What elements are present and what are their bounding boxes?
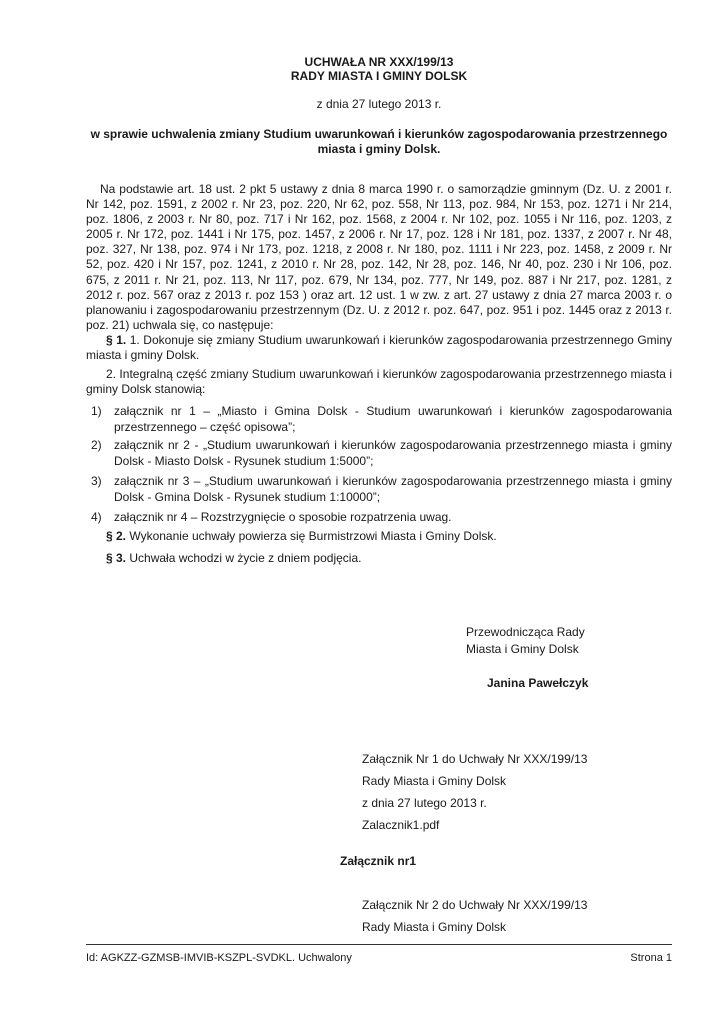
list-item <box>86 473 672 505</box>
title-line-2: RADY MIASTA I GMINY DOLSK <box>290 69 468 83</box>
list-item-number: 2) <box>91 438 102 452</box>
section-3 <box>86 551 672 566</box>
section-2-label: § 2. <box>106 529 127 543</box>
list-item <box>86 509 672 525</box>
list-item-text: załącznik nr 1 – „Miasto i Gmina Dolsk - Studium uwarunkowań i kierunków zagospodarowania przestrzennego – część opisowa”; <box>114 404 672 434</box>
document-date: z dnia 27 lutego 2013 r. <box>316 97 442 111</box>
section-1-paragraph-2: 2. Integralną część zmiany Studium uwarunkowań i kierunków zagospodarowania przestrzennego miasta i gminy Dolsk stanowią: <box>86 367 672 397</box>
document-subject <box>86 127 672 157</box>
subject-line-2: miasta i gminy Dolsk. <box>317 142 441 156</box>
subject-line-1: w sprawie uchwalenia zmiany Studium uwarunkowań i kierunków zagospodarowania przestrzennego <box>90 127 668 141</box>
attachment-2-line-2: Rady Miasta i Gminy Dolsk <box>362 920 507 934</box>
list-item-number: 1) <box>91 404 102 418</box>
signature-role-line-1: Przewodnicząca Rady <box>466 625 585 639</box>
footer-document-id: Id: AGKZZ-GZMSB-IMVIB-KSZPL-SVDKL. Uchwalony <box>86 952 352 964</box>
footer-page-number: Strona 1 <box>630 952 672 964</box>
signature-role <box>466 624 666 658</box>
signature-role-line-2: Miasta i Gminy Dolsk <box>466 642 579 656</box>
attachment-1-line-1: Załącznik Nr 1 do Uchwały Nr XXX/199/13 <box>362 752 588 766</box>
section-2 <box>86 529 672 544</box>
attachment-1-line-2: Rady Miasta i Gminy Dolsk <box>362 774 507 788</box>
list-item <box>86 403 672 435</box>
signature-name: Janina Pawełczyk <box>487 676 589 690</box>
attachment-1-file-link[interactable]: Zalacznik1.pdf <box>362 818 440 832</box>
section-3-text: Uchwała wchodzi w życie z dniem podjęcia. <box>129 551 362 565</box>
list-item-text: załącznik nr 4 – Rozstrzygnięcie o sposobie rozpatrzenia uwag. <box>114 510 452 524</box>
attachment-1-heading: Załącznik nr1 <box>340 854 417 868</box>
list-item <box>86 437 672 469</box>
list-item-text: załącznik nr 3 – „Studium uwarunkowań i kierunków zagospodarowania przestrzennego miasta i gminy Dolsk - Gmina Dolsk - Rysunek studium 1:10000”; <box>114 474 672 504</box>
section-1-text: 1. Dokonuje się zmiany Studium uwarunkowań i kierunków zagospodarowania przestrzennego Gminy miasta i gminy Dolsk. <box>86 333 672 363</box>
footer-divider <box>86 944 672 945</box>
attachment-1-date: z dnia 27 lutego 2013 r. <box>362 796 487 810</box>
document-title <box>86 55 672 83</box>
section-2-text: Wykonanie uchwały powierza się Burmistrzowi Miasta i Gminy Dolsk. <box>129 529 497 543</box>
list-item-text: załącznik nr 2 - „Studium uwarunkowań i kierunków zagospodarowania przestrzennego miasta i gminy Dolsk - Miasto Dolsk - Rysunek studium 1:5000”; <box>114 438 672 468</box>
list-item-number: 4) <box>91 510 102 524</box>
section-1 <box>86 333 672 363</box>
attachment-2-line-1: Załącznik Nr 2 do Uchwały Nr XXX/199/13 <box>362 898 588 912</box>
section-1-label: § 1. <box>106 333 127 347</box>
list-item-number: 3) <box>91 474 102 488</box>
preamble: Na podstawie art. 18 ust. 2 pkt 5 ustawy z dnia 8 marca 1990 r. o samorządzie gminnym (Dz. U. z 2001 r. Nr 142, poz. 1591, z 2002 r. Nr 23, poz. 220, Nr 62, poz. 558, Nr 113, poz. 984, Nr 153, poz. 1271 i Nr 214, poz. 1806, z 2003 r. Nr 80, poz. 717 i Nr 162, poz. 1568, z 2004 r. Nr 102, poz. 1055 i Nr 116, poz. 1203, z 2005 r. Nr 172, poz. 1441 i Nr 175, poz. 1457, z 2006 r. Nr 17, poz. 128 i Nr 181, poz. 1337, z 2007 r. Nr 48, poz. 327, Nr 138, poz. 974 i Nr 173, poz. 1218, z 2008 r. Nr 180, poz. 1111 i Nr 223, poz. 1458, z 2009 r. Nr 52, poz. 420 i Nr 157, poz. 1241, z 2010 r. Nr 28, poz. 142, Nr 28, poz. 146, Nr 40, poz. 230 i Nr 106, poz. 675, z 2011 r. Nr 21, poz. 113, Nr 117, poz. 679, Nr 134, poz. 777, Nr 149, poz. 887 i Nr 217, poz. 1281, z 2012 r. poz. 567 oraz z 2013 r. poz 153 ) oraz art. 12 ust. 1 w zw. z art. 27 ustawy z dnia 27 marca 2003 r. o planowaniu i zagospodarowaniu przestrzennym (Dz. U. z 2012 r. poz. 647, poz. 951 i poz. 1445 oraz z 2013 r. poz. 21) uchwala się, co następuje: <box>86 182 672 332</box>
title-line-1: UCHWAŁA NR XXX/199/13 <box>304 55 454 69</box>
section-3-label: § 3. <box>106 551 127 565</box>
